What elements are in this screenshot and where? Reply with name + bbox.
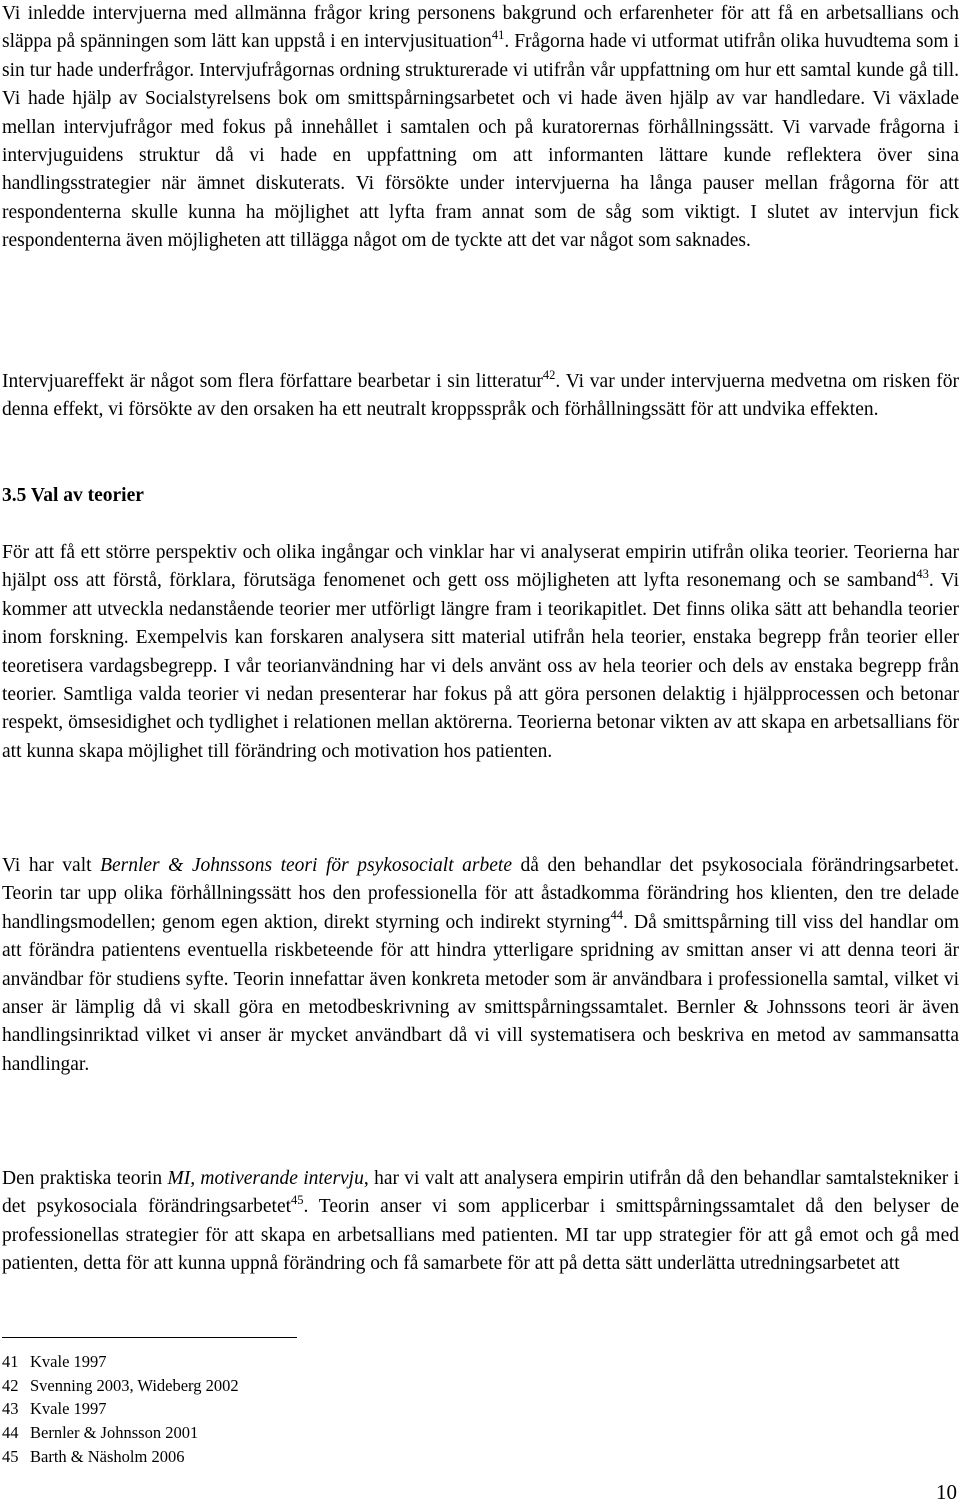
footnote-ref-42: 42 <box>542 367 556 382</box>
theory-title-italic: Bernler & Johnssons teori för psykosocialt arbete <box>100 855 512 876</box>
footnote-separator <box>2 1337 297 1338</box>
footnote-text: Barth & Näsholm 2006 <box>30 1446 185 1466</box>
footnote-ref-43: 43 <box>916 566 929 581</box>
paragraph-text: , har vi valt att analysera empirin utifrån då den behandlar samtalstekniker i det psykosociala förändringsarbetet <box>2 1168 959 1218</box>
footnote-item <box>2 1397 239 1421</box>
footnote-ref-45: 45 <box>291 1192 304 1207</box>
paragraph-choice-of-theories <box>2 539 959 766</box>
paragraph-text: . Frågorna hade vi utformat utifrån olika huvudtema som i sin tur hade underfrågor. Intervjufrågornas ordning strukturerade vi utifrån vår uppfattning om hur ett samtal kunde gå till. Vi hade hjälp av Socialstyrelsens bok om smittspårningsarbetet och vi hade även hjälp av var handledare. Vi växlade mellan intervjufrågor med fokus på innehållet i samtalen och på kuratorernas förhållningssätt. Vi varvade frågorna i intervjuguidens struktur då vi hade en uppfattning om att informanten lättare kunde reflektera över sina handlingsstrategier när ämnet diskuterats. Vi försökte under intervjuerna ha långa pauser mellan frågorna för att respondenterna skulle kunna ha möjlighet att lyfta fram annat som de såg som viktigt. I slutet av intervjun fick respondenterna även möjligheten att tillägga något om de tyckte att det var något som saknades. <box>2 31 959 252</box>
footnote-number: 45 <box>2 1446 19 1466</box>
paragraph-text: . Vi var under intervjuerna medvetna om risken för denna effekt, vi försökte av den orsaken ha ett neutralt kroppsspråk och förhållningssätt för att undvika effekten. <box>2 371 959 421</box>
paragraph-text: Intervjuareffekt är något som flera författare bearbetar i sin litteratur <box>2 371 543 392</box>
footnote-ref-44: 44 <box>610 908 624 923</box>
paragraph-interviewer-effect <box>2 368 959 425</box>
footnote-text: Bernler & Johnsson 2001 <box>30 1423 199 1443</box>
footnote-item <box>2 1350 239 1374</box>
paragraph-motivational-interviewing <box>2 1165 959 1279</box>
theory-title-italic: MI, motiverande intervju <box>167 1168 364 1189</box>
page-number: 10 <box>936 1480 957 1504</box>
footnote-text: Kvale 1997 <box>30 1399 107 1419</box>
paragraph-interview-questions <box>2 0 959 256</box>
footnote-item <box>2 1421 239 1445</box>
footnotes <box>2 1350 239 1469</box>
paragraph-text: För att få ett större perspektiv och olika ingångar och vinklar har vi analyserat empirin utifrån olika teorier. Teorierna har hjälpt oss att förstå, förklara, förutsäga fenomenet och gett oss möjligheten att lyfta resonemang och se samband <box>2 542 959 592</box>
section-heading: 3.5 Val av teorier <box>2 485 144 506</box>
footnote-ref-41: 41 <box>491 27 505 42</box>
footnote-text: Kvale 1997 <box>30 1352 107 1371</box>
paragraph-text: . Då smittspårning till viss del handlar om att förändra patientens eventuella riskbeteende för att hindra ytterligare spridning av smittan anser vi att denna teori är användbar för studiens syfte. Teorin innefattar även konkreta metoder som är användbara i professionella samtal, vilket vi anser är lämplig då vi skall göra en metodbeskrivning av smittspårningssamtalet. Bernler & Johnssons teori är även handlingsinriktad vilket vi anser är mycket användbart då vi vill systematisera och beskriva en metod av sammansatta handlingar. <box>2 911 959 1075</box>
paragraph-text: Den praktiska teorin <box>2 1168 168 1189</box>
footnote-text: Svenning 2003, Wideberg 2002 <box>30 1375 239 1395</box>
footnote-number: 44 <box>2 1423 19 1443</box>
paragraph-bernler-johnsson <box>2 852 959 1079</box>
footnote-number: 43 <box>2 1399 19 1419</box>
paragraph-text: Vi har valt <box>2 855 101 876</box>
footnote-number: 41 <box>2 1352 19 1371</box>
paragraph-text: då den behandlar det psykosociala förändringsarbetet. Teorin tar upp olika förhållningssätt hos den professionella för att åstadkomma förändring hos klienten, den tre delade handlingsmodellen; genom egen aktion, direkt styrning och indirekt styrning <box>2 855 960 933</box>
paragraph-text: Vi inledde intervjuerna med allmänna frågor kring personens bakgrund och erfarenheter för att få en arbetsallians och släppa på spänningen som lätt kan uppstå i en intervjusituation <box>2 3 959 53</box>
footnote-item <box>2 1374 239 1398</box>
footnote-item <box>2 1445 239 1469</box>
paragraph-text: . Teorin anser vi som applicerbar i smittspårningssamtalet då den belyser de professionellas strategier för att skapa en arbetsallians med patienten. MI tar upp strategier för att gå emot och gå med patienten, detta för att kunna uppnå förändring och få samarbete för att på detta sätt underlätta utredningsarbetet att <box>2 1196 959 1275</box>
footnote-number: 42 <box>2 1375 19 1395</box>
paragraph-text: . Vi kommer att utveckla nedanstående teorier mer utförligt längre fram i teorikapitlet. Det finns olika sätt att behandla teorier inom forskning. Exempelvis kan forskaren analysera sitt material utifrån hela teorier, enstaka begrepp från teorier eller teoretisera vardagsbegrepp. I vår teorianvändning har vi dels använt oss av hela teorier och dels av enstaka begrepp från teorier. Samtliga valda teorier vi nedan presenterar har fokus på att göra personen delaktig i hjälpprocessen och betonar respekt, ömsesidighet och tydlighet i relationen mellan aktörerna. Teorierna betonar vikten av att skapa en arbetsallians för att kunna skapa möjlighet till förändring och motivation hos patienten. <box>2 570 959 762</box>
